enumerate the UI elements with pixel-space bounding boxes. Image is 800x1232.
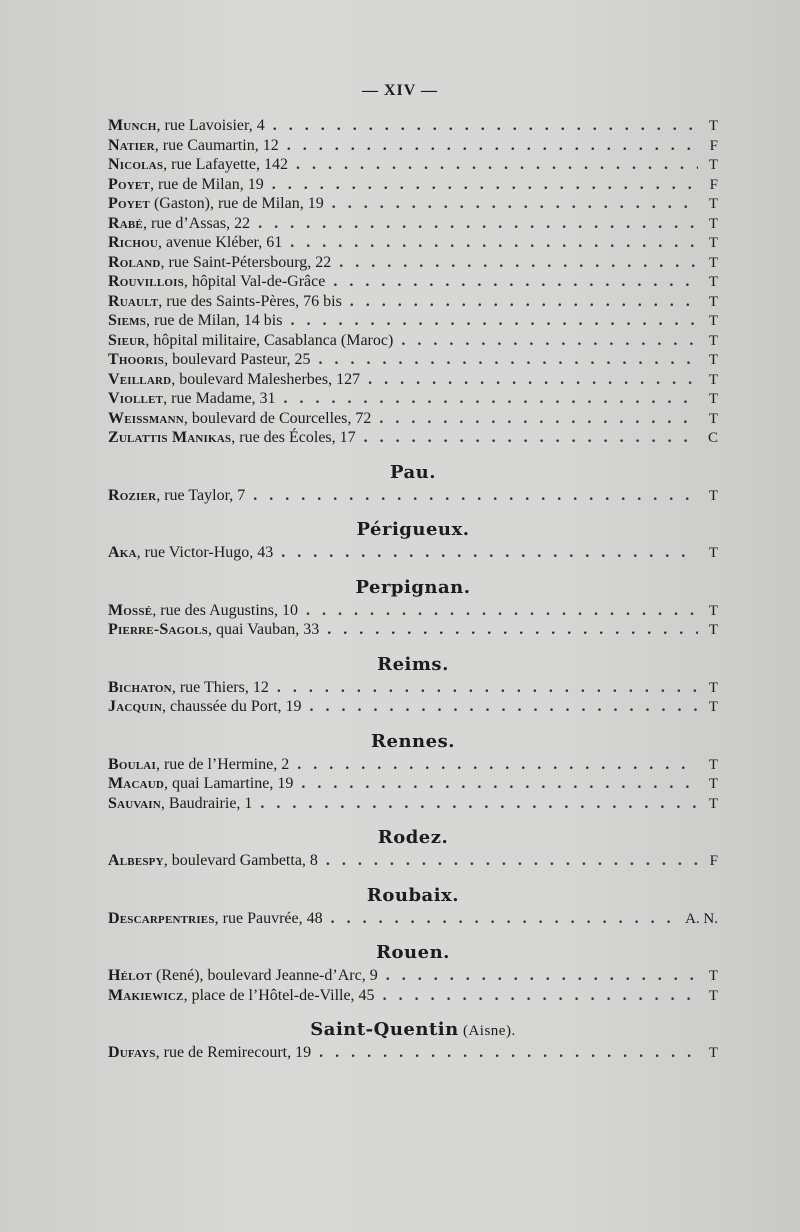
entry-name: Makiewicz [108, 986, 184, 1004]
directory-entry [108, 774, 718, 794]
entry-name: Ruault [108, 292, 159, 310]
directory-entry [108, 389, 718, 409]
entry-code: T [708, 795, 718, 812]
entry-address: , rue d’Assas, 22 [142, 214, 251, 232]
entry-name: Thooris [108, 351, 165, 368]
entry-code: T [708, 487, 718, 504]
entry-name: Nicolas [108, 156, 164, 173]
entry-code: T [708, 157, 718, 173]
entry-code: T [708, 602, 718, 619]
entry-address: , boulevard Malesherbes, 127 [171, 370, 361, 388]
dot-leader [273, 116, 698, 136]
entry-name: Poyet [108, 195, 150, 212]
dot-leader [333, 272, 698, 292]
dot-leader [368, 370, 698, 390]
dot-leader [310, 697, 698, 717]
entry-code: C [707, 430, 718, 446]
directory-entry [108, 966, 718, 986]
entry-code: T [708, 756, 718, 773]
entry-code: T [708, 215, 718, 232]
entry-address: , rue Lavoisier, 4 [156, 117, 265, 134]
entry-code: T [708, 332, 718, 349]
directory-entry [108, 350, 718, 370]
city-name: Roubaix. [366, 884, 460, 906]
dot-leader [350, 292, 698, 312]
city-heading [108, 729, 718, 755]
entry-address: , rue de Milan, 19 [149, 175, 264, 193]
directory-entry [108, 214, 718, 234]
city-heading [108, 1017, 718, 1043]
dot-leader [287, 136, 698, 156]
directory-entry [108, 331, 718, 351]
dot-leader [331, 909, 677, 929]
entry-code: T [708, 987, 718, 1004]
entry-code: T [708, 776, 718, 792]
entry-name: Weissmann [108, 409, 184, 427]
entry-name: Descarpentries [108, 909, 215, 927]
entry-address: , hôpital Val-de-Grâce [183, 273, 326, 290]
city-name: Rouen. [376, 942, 450, 963]
entry-address: (René), boulevard Jeanne-d’Arc, 9 [152, 967, 378, 984]
entry-name: Siems [108, 312, 147, 329]
directory-entry [108, 370, 718, 390]
entry-name: Richou [108, 234, 159, 251]
directory-entry [108, 272, 718, 292]
entry-address: , boulevard Gambetta, 8 [163, 852, 318, 869]
directory-entry [108, 543, 718, 563]
entry-code: T [708, 254, 718, 271]
dot-leader [327, 620, 698, 640]
dot-leader [301, 774, 698, 794]
city-heading [108, 575, 718, 601]
entry-code: T [708, 313, 718, 329]
entry-name: Dufays [108, 1044, 156, 1061]
dot-leader [319, 1043, 698, 1063]
entry-name: Rozier [108, 486, 157, 504]
directory-entry [108, 311, 718, 331]
directory-entry [108, 233, 718, 253]
dot-leader [332, 194, 698, 214]
entry-code: F [709, 137, 718, 154]
directory-entry [108, 620, 718, 640]
dot-leader [379, 409, 698, 429]
dot-leader [277, 678, 698, 698]
city-heading [108, 652, 718, 678]
entry-address: , rue Victor-Hugo, 43 [136, 544, 274, 561]
dot-leader [319, 350, 698, 370]
dot-leader [386, 966, 698, 986]
entry-address: , rue Saint-Pétersbourg, 22 [160, 253, 332, 271]
entry-address: , quai Lamartine, 19 [164, 775, 294, 792]
entry-name: Sieur [108, 331, 146, 349]
directory-entry [108, 116, 718, 136]
entry-name: Hélot [108, 967, 153, 984]
city-name: Perpignan. [355, 576, 471, 598]
directory-entry [108, 136, 718, 156]
entry-address: , rue de l’Hermine, 2 [155, 755, 290, 773]
entry-address: , rue de Milan, 14 bis [146, 312, 283, 329]
directory-entry [108, 253, 718, 273]
dot-leader [258, 214, 698, 234]
entry-address: , boulevard Pasteur, 25 [164, 351, 311, 368]
entry-code: T [708, 235, 718, 251]
dot-leader [290, 311, 698, 331]
city-heading [108, 825, 718, 851]
entry-address: (Gaston), rue de Milan, 19 [149, 195, 324, 212]
city-heading [108, 883, 718, 909]
entry-code: T [708, 968, 718, 984]
entry-address: , quai Vauban, 33 [207, 621, 320, 638]
dot-leader [290, 233, 698, 253]
directory-entry [108, 986, 718, 1006]
entry-name: Roland [108, 253, 161, 271]
entry-name: Macaud [108, 775, 165, 792]
entry-address: , rue Taylor, 7 [156, 486, 246, 504]
entry-name: Boulai [108, 755, 156, 773]
entry-address: , rue des Saints-Pères, 76 bis [158, 292, 342, 310]
entry-address: , avenue Kléber, 61 [158, 234, 283, 251]
city-note: (Aisne). [458, 1023, 516, 1039]
entry-code: T [708, 699, 718, 715]
directory-entry [108, 175, 718, 195]
entry-name: Pierre-Sagols [108, 621, 208, 638]
page-number: — XIV — [361, 82, 439, 99]
entry-code: T [708, 545, 718, 561]
dot-leader [326, 851, 698, 871]
entry-code: F [709, 176, 718, 193]
entry-name: Rouvillois [108, 273, 184, 290]
directory-entry [108, 292, 718, 312]
city-name: Périgueux. [356, 519, 470, 540]
entry-code: T [708, 410, 718, 427]
city-name: Rodez. [377, 827, 449, 848]
dot-leader [383, 986, 698, 1006]
dot-leader [364, 428, 698, 448]
dot-leader [306, 601, 698, 621]
city-name: Saint-Quentin [310, 1019, 459, 1040]
entry-address: , rue de Remirecourt, 19 [155, 1044, 312, 1061]
entry-address: , chaussée du Port, 19 [162, 698, 302, 715]
entry-name: Veillard [108, 370, 172, 388]
dot-leader [296, 155, 698, 175]
directory-entry [108, 851, 718, 871]
entry-name: Mossé [108, 601, 153, 619]
dot-leader [284, 389, 698, 409]
entry-address: , rue des Écoles, 17 [231, 429, 356, 446]
entry-name: Viollet [108, 390, 164, 407]
directory-entry [108, 794, 718, 814]
entry-code: T [708, 118, 718, 134]
entry-code: T [708, 371, 718, 388]
entry-code: T [708, 352, 718, 368]
entry-name: Sauvain [108, 794, 161, 812]
directory-entry [108, 155, 718, 175]
entry-name: Rabé [108, 214, 143, 232]
directory-list [108, 116, 718, 1063]
directory-entry [108, 194, 718, 214]
directory-entry [108, 755, 718, 775]
entry-address: , rue des Augustins, 10 [152, 601, 299, 619]
entry-address: , rue Thiers, 12 [171, 678, 269, 696]
city-heading [108, 940, 718, 966]
entry-code: T [708, 274, 718, 290]
dot-leader [260, 794, 698, 814]
city-name: Reims. [377, 653, 449, 675]
directory-entry [108, 678, 718, 698]
entry-name: Poyet [108, 175, 150, 193]
entry-code: T [708, 622, 718, 638]
entry-address: , hôpital militaire, Casablanca (Maroc) [145, 331, 394, 349]
entry-code: F [709, 853, 718, 869]
dot-leader [253, 486, 698, 506]
entry-code: T [708, 391, 718, 407]
entry-code: T [708, 1045, 718, 1061]
entry-name: Aka [108, 544, 137, 561]
city-name: Rennes. [371, 730, 455, 752]
dot-leader [297, 755, 698, 775]
dot-leader [401, 331, 698, 351]
directory-entry [108, 909, 718, 929]
entry-code: T [708, 196, 718, 212]
entry-address: , rue Lafayette, 142 [163, 156, 288, 173]
entry-address: , Baudrairie, 1 [160, 794, 253, 812]
entry-name: Bichaton [108, 678, 172, 696]
entry-name: Munch [108, 117, 157, 134]
directory-entry [108, 601, 718, 621]
directory-entry [108, 1043, 718, 1063]
entry-code: A. N. [685, 910, 718, 927]
entry-name: Natier [108, 136, 155, 154]
entry-address: , boulevard de Courcelles, 72 [183, 409, 372, 427]
directory-entry [108, 428, 718, 448]
dot-leader [281, 543, 698, 563]
dot-leader [272, 175, 698, 195]
entry-code: T [708, 293, 718, 310]
entry-address: , place de l’Hôtel-de-Ville, 45 [183, 986, 375, 1004]
entry-address: , rue Pauvrée, 48 [214, 909, 323, 927]
city-name: Pau. [389, 461, 437, 483]
entry-code: T [708, 679, 718, 696]
directory-entry [108, 486, 718, 506]
entry-name: Jacquin [108, 698, 163, 715]
entry-address: , rue Caumartin, 12 [154, 136, 279, 154]
city-heading [108, 517, 718, 543]
dot-leader [339, 253, 698, 273]
entry-name: Zulattis Manikas [108, 429, 232, 446]
city-heading [108, 460, 718, 486]
directory-entry [108, 409, 718, 429]
entry-address: , rue Madame, 31 [163, 390, 276, 407]
entry-name: Albespy [108, 852, 164, 869]
directory-entry [108, 697, 718, 717]
